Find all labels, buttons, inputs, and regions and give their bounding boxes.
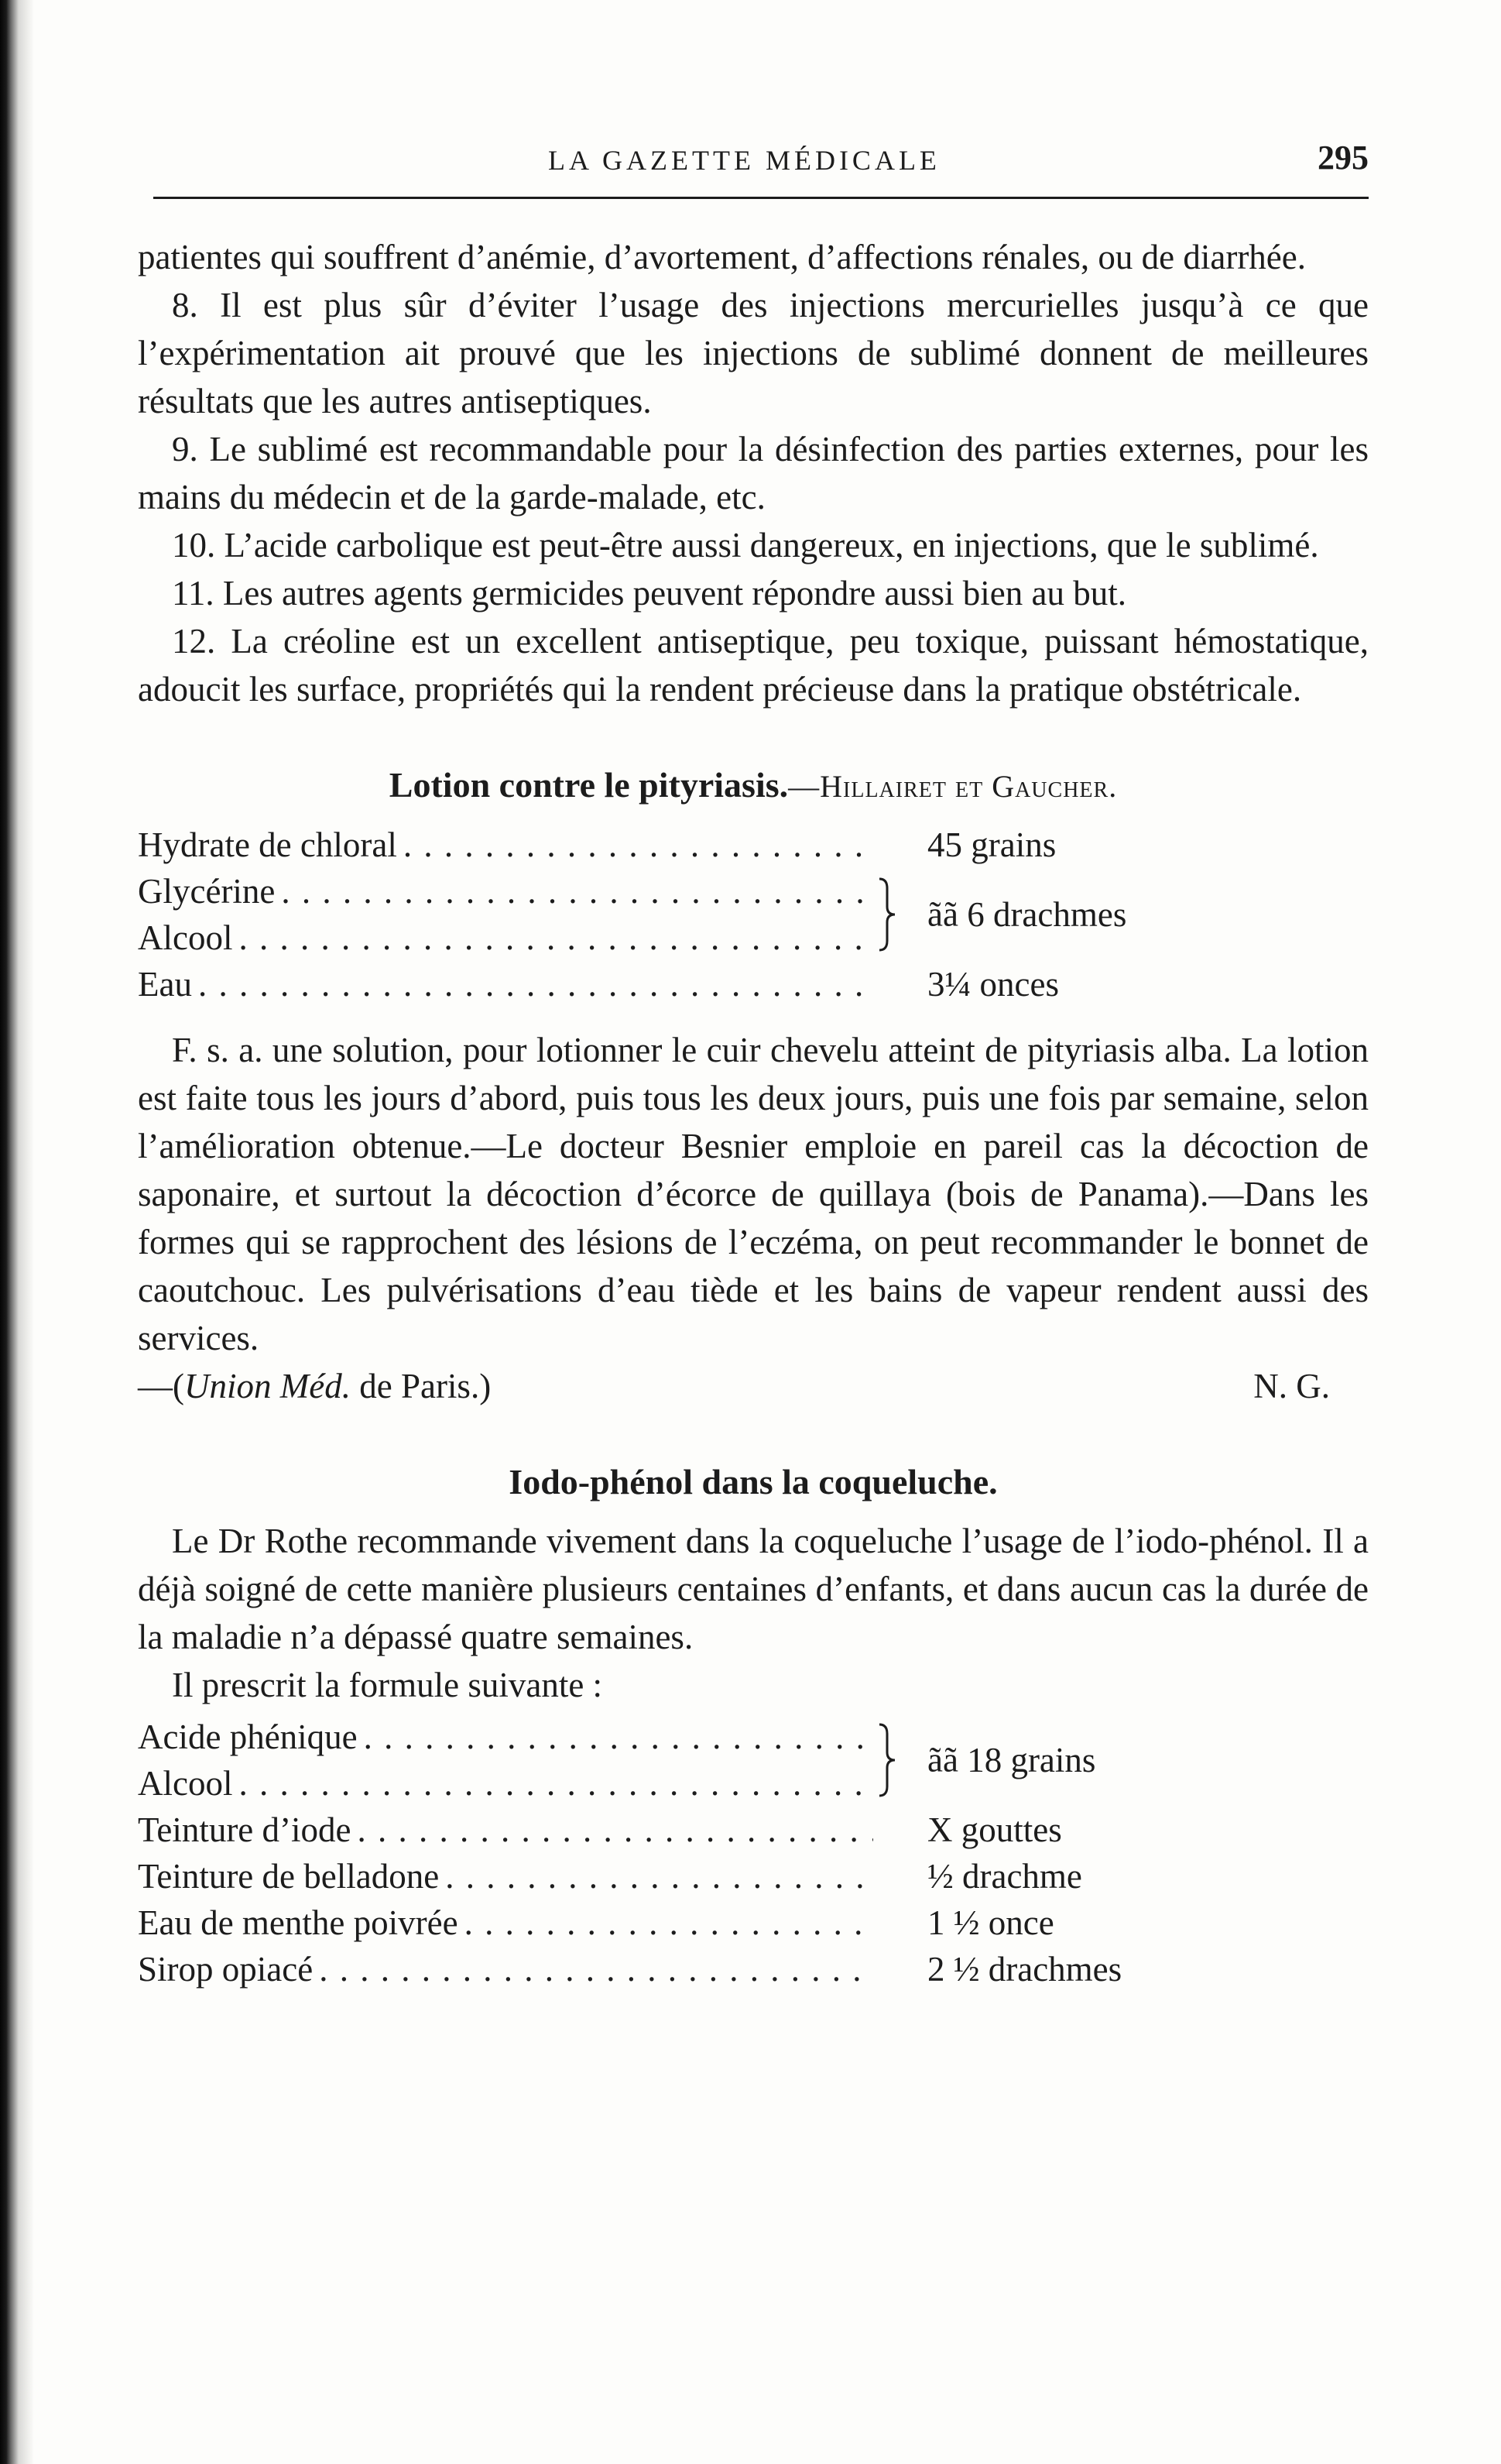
- ingredient: Teinture d’iode . . .: [138, 1807, 873, 1853]
- recipe-lotion: [138, 822, 1369, 1007]
- recipe-row: [138, 961, 1369, 1007]
- ingredient: Hydrate de chloral . . .: [138, 822, 873, 868]
- quantity: 2 ½ drachmes: [927, 1950, 1122, 1989]
- quantity: 45 grains: [927, 825, 1057, 864]
- grouped-ingredients: [138, 868, 873, 961]
- recipe-row: [138, 1946, 1369, 1992]
- brace-icon: [876, 1723, 896, 1797]
- quantity: 1 ½ once: [927, 1903, 1054, 1942]
- paragraph-continued: patientes qui souffrent d’anémie, d’avortement, d’affections rénales, ou de diarrhée.: [138, 238, 1306, 276]
- lotion-paragraph: F. s. a. une solution, pour lotionner le cuir chevelu atteint de pityriasis alba. La lotion est faite tous les jours d’abord, puis tous les deux jours, puis une fois par semaine, selon l’amélioration obtenue.—Le docteur Besnier emploie en pareil cas la décoction de saponaire, et surtout la décoction d’écorce de quillaya (bois de Panama).—Dans les formes qui se rapprochent des lésions de l’eczéma, on peut recommander le bonnet de caoutchouc. Les pulvérisations d’eau tiède et les bains de vapeur rendent aussi des services.: [138, 1031, 1369, 1357]
- recipe-row: [138, 822, 1369, 868]
- recipe-row: [138, 1899, 1369, 1946]
- ingredient: Alcool . . .: [138, 915, 873, 961]
- paragraph-11: 11. Les autres agents germicides peuvent répondre aussi bien au but.: [172, 574, 1126, 613]
- paragraph-9: 9. Le sublimé est recommandable pour la désinfection des parties externes, pour les mains du médecin et de la garde-malade, etc.: [138, 430, 1369, 516]
- source-open: —(: [138, 1367, 184, 1405]
- recipe-iodo: [138, 1714, 1369, 1992]
- section-title-lotion-text: Lotion contre le pityriasis.: [389, 765, 789, 805]
- section-author: —Hillairet et Gaucher.: [788, 769, 1118, 804]
- ingredient: Acide phénique . . .: [138, 1714, 873, 1760]
- running-title: LA GAZETTE MÉDICALE: [548, 145, 941, 176]
- recipe-group: [138, 1714, 1369, 1807]
- article-body: [138, 233, 1369, 1992]
- ingredient: Eau . . .: [138, 961, 873, 1007]
- page-number: 295: [1318, 139, 1369, 177]
- quantity: 3¼ onces: [927, 965, 1059, 1004]
- ingredient: Teinture de belladone . . .: [138, 1853, 873, 1899]
- ingredient: Sirop opiacé . . .: [138, 1946, 873, 1992]
- iodo-paragraph-1: Le Dr Rothe recommande vivement dans la coqueluche l’usage de l’iodo-phénol. Il a déjà soigné de cette manière plusieurs centaines d’enfants, et dans aucun cas la durée de la maladie n’a dépassé quatre semaines.: [138, 1522, 1369, 1656]
- quantity: ãã 18 grains: [927, 1741, 1096, 1779]
- paragraph-12: 12. La créoline est un excellent antiseptique, peu toxique, puissant hémostatique, adoucit les surface, propriétés qui la rendent précieuse dans la pratique obstétricale.: [138, 622, 1369, 709]
- source-citation: [138, 1362, 491, 1410]
- ingredient: Glycérine . . .: [138, 868, 873, 915]
- quantity: ãã 6 drachmes: [927, 895, 1127, 934]
- recipe-row: [138, 1807, 1369, 1853]
- iodo-paragraph-2: Il prescrit la formule suivante :: [172, 1666, 603, 1704]
- recipe-row: [138, 1853, 1369, 1899]
- source-close: de Paris.): [350, 1367, 492, 1405]
- signature: N. G.: [1253, 1367, 1330, 1405]
- running-head: [138, 130, 1369, 192]
- ingredient: Alcool . . .: [138, 1760, 873, 1807]
- scanned-page-edge: [0, 0, 46, 2464]
- recipe-group: [138, 868, 1369, 961]
- quantity: X gouttes: [927, 1810, 1062, 1849]
- header-rule: [153, 197, 1369, 199]
- ingredient: Eau de menthe poivrée . . .: [138, 1899, 873, 1946]
- signature-line: [138, 1362, 1369, 1410]
- quantity: ½ drachme: [927, 1857, 1082, 1896]
- page: [138, 130, 1369, 2011]
- source-journal: Union Méd.: [184, 1367, 351, 1405]
- grouped-ingredients: [138, 1714, 873, 1807]
- paragraph-10: 10. L’acide carbolique est peut-être aussi dangereux, en injections, que le sublimé.: [172, 526, 1319, 565]
- section-title-iodo: Iodo-phénol dans la coqueluche.: [509, 1462, 998, 1501]
- section-title-lotion: [138, 761, 1369, 811]
- brace-icon: [876, 877, 896, 952]
- paragraph-8: 8. Il est plus sûr d’éviter l’usage des injections mercurielles jusqu’à ce que l’expérimentation ait prouvé que les injections de sublimé donnent de meilleures résultats que les autres antiseptiques.: [138, 286, 1369, 420]
